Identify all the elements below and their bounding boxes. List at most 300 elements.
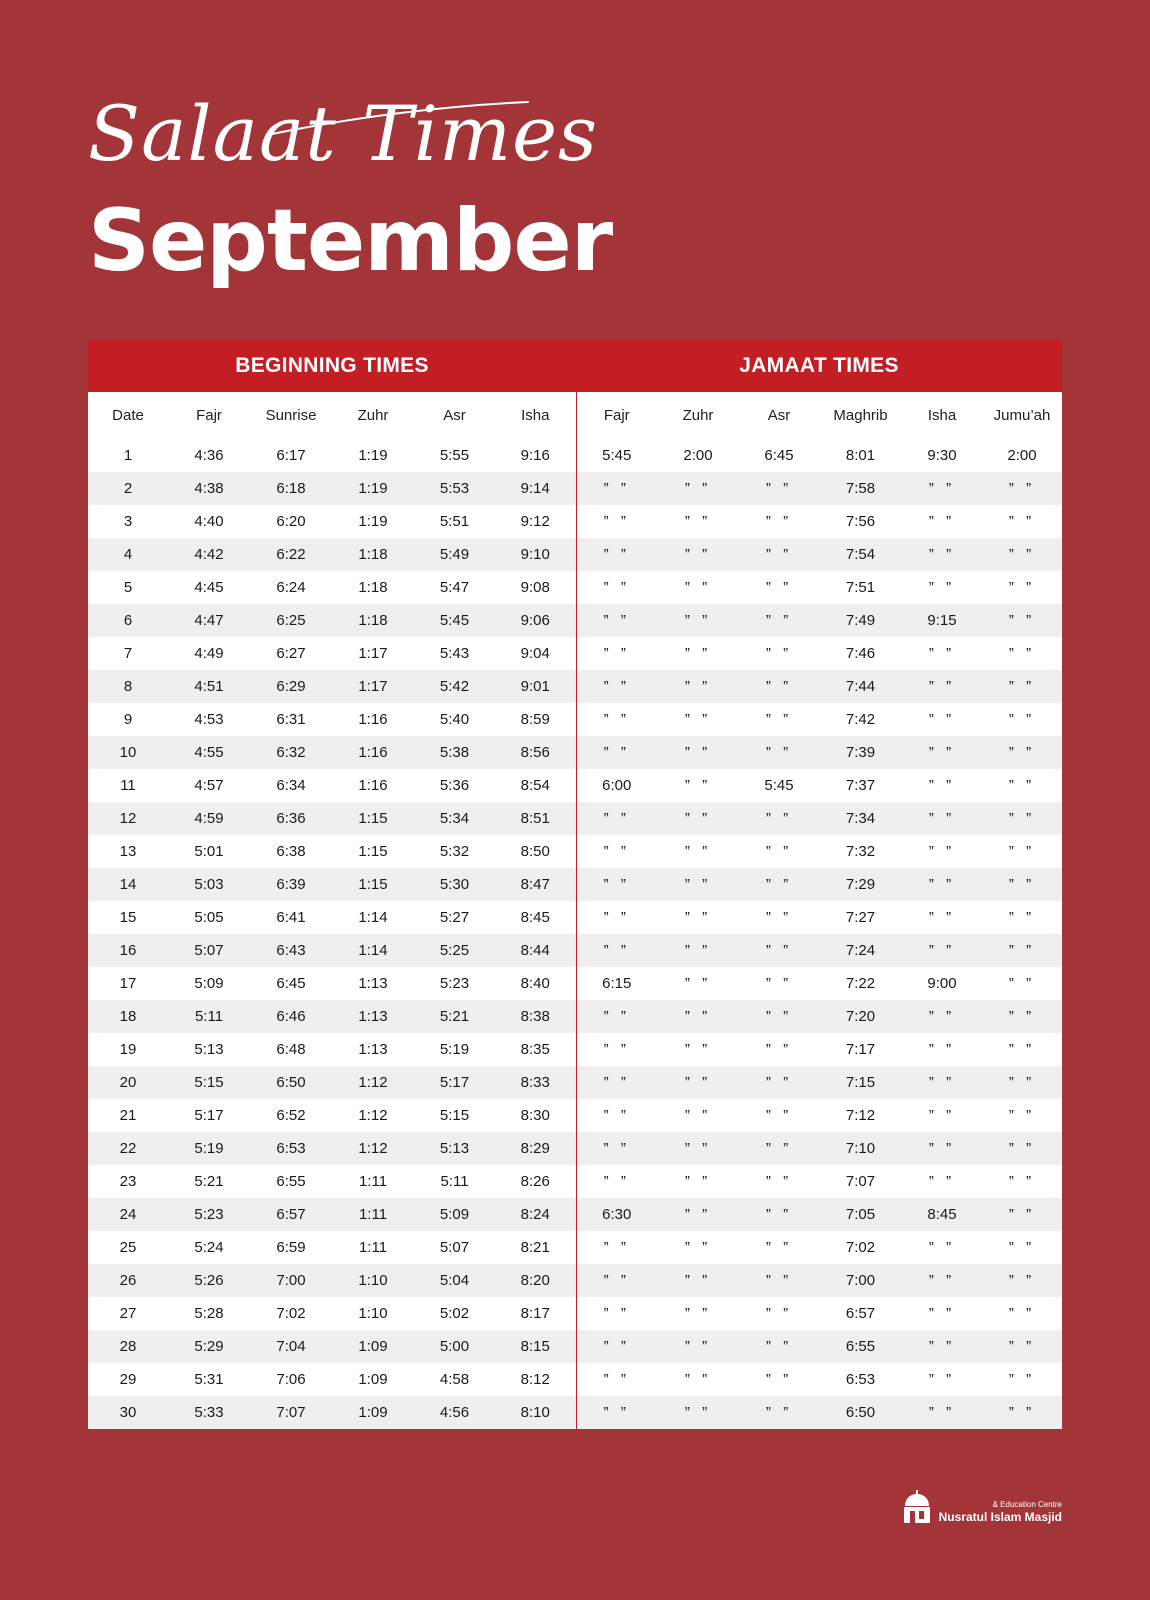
table-cell: ” ” [902, 934, 982, 967]
table-cell: ” ” [739, 835, 819, 868]
table-cell: 1:11 [332, 1198, 414, 1231]
table-cell: 1:11 [332, 1231, 414, 1264]
table-cell: ” ” [982, 769, 1062, 802]
table-cell: 8:12 [495, 1363, 576, 1396]
table-cell: 6:57 [819, 1297, 902, 1330]
table-cell: 9:08 [495, 571, 576, 604]
column-header: Zuhr [332, 392, 414, 439]
table-cell: ” ” [576, 472, 657, 505]
table-cell: ” ” [739, 571, 819, 604]
table-cell: 5:30 [414, 868, 495, 901]
table-row [88, 1066, 1062, 1099]
table-cell: 1:15 [332, 835, 414, 868]
table-cell: 6:53 [819, 1363, 902, 1396]
table-cell: 7:54 [819, 538, 902, 571]
table-cell: ” ” [739, 1132, 819, 1165]
table-cell: 6:50 [819, 1396, 902, 1429]
table-cell: 7:27 [819, 901, 902, 934]
table-cell: 7:58 [819, 472, 902, 505]
table-cell: 8:17 [495, 1297, 576, 1330]
table-cell: 1:18 [332, 571, 414, 604]
table-cell: ” ” [902, 472, 982, 505]
table-row [88, 1231, 1062, 1264]
table-cell: 1:19 [332, 505, 414, 538]
table-body [88, 439, 1062, 1429]
table-cell: ” ” [982, 703, 1062, 736]
table-cell: ” ” [739, 901, 819, 934]
column-header: Asr [739, 392, 819, 439]
table-cell: ” ” [657, 472, 739, 505]
table-cell: 1:18 [332, 538, 414, 571]
table-cell: ” ” [657, 802, 739, 835]
table-row [88, 637, 1062, 670]
table-row [88, 967, 1062, 1000]
table-cell: 4:36 [168, 439, 250, 472]
table-cell: 5:21 [168, 1165, 250, 1198]
table-cell: ” ” [902, 1264, 982, 1297]
table-cell: 5:29 [168, 1330, 250, 1363]
table-cell: 6:31 [250, 703, 332, 736]
table-cell: 7:06 [250, 1363, 332, 1396]
table-cell: ” ” [657, 637, 739, 670]
table-cell: ” ” [576, 604, 657, 637]
table-cell: ” ” [739, 1264, 819, 1297]
table-cell: 1:10 [332, 1297, 414, 1330]
table-cell: 8:44 [495, 934, 576, 967]
table-cell: ” ” [902, 1033, 982, 1066]
table-cell: 6:45 [250, 967, 332, 1000]
table-cell: 9:04 [495, 637, 576, 670]
table-cell: ” ” [739, 670, 819, 703]
table-cell: 6 [88, 604, 168, 637]
table-row [88, 1396, 1062, 1429]
table-cell: ” ” [902, 835, 982, 868]
table-cell: ” ” [576, 1000, 657, 1033]
table-cell: 5 [88, 571, 168, 604]
column-header: Isha [495, 392, 576, 439]
table-cell: 4:51 [168, 670, 250, 703]
table-cell: ” ” [657, 538, 739, 571]
table-row [88, 1363, 1062, 1396]
table-cell: 1:15 [332, 868, 414, 901]
table-cell: 1:17 [332, 637, 414, 670]
table-cell: 7:51 [819, 571, 902, 604]
table-cell: 8 [88, 670, 168, 703]
table-cell: 21 [88, 1099, 168, 1132]
table-cell: ” ” [657, 1099, 739, 1132]
column-header: Isha [902, 392, 982, 439]
table-cell: ” ” [576, 703, 657, 736]
table-cell: 4:58 [414, 1363, 495, 1396]
table-cell: 6:41 [250, 901, 332, 934]
table-cell: ” ” [902, 1330, 982, 1363]
table-cell: 7:12 [819, 1099, 902, 1132]
table-cell: 7:17 [819, 1033, 902, 1066]
table-row [88, 538, 1062, 571]
table-cell: 5:15 [414, 1099, 495, 1132]
table-cell: 5:32 [414, 835, 495, 868]
table-cell: 7:00 [250, 1264, 332, 1297]
table-row [88, 802, 1062, 835]
table-cell: 2:00 [982, 439, 1062, 472]
table-cell: 1:16 [332, 703, 414, 736]
table-cell: 1:13 [332, 1000, 414, 1033]
table-row [88, 1297, 1062, 1330]
table-cell: ” ” [739, 967, 819, 1000]
table-cell: 6:00 [576, 769, 657, 802]
table-cell: ” ” [739, 1297, 819, 1330]
table-cell: ” ” [982, 868, 1062, 901]
table-cell: 5:23 [414, 967, 495, 1000]
table-cell: ” ” [982, 1033, 1062, 1066]
table-cell: 6:38 [250, 835, 332, 868]
table-cell: ” ” [902, 505, 982, 538]
table-cell: ” ” [902, 1066, 982, 1099]
table-cell: 5:17 [414, 1066, 495, 1099]
table-cell: 8:59 [495, 703, 576, 736]
table-cell: ” ” [657, 901, 739, 934]
table-cell: 6:53 [250, 1132, 332, 1165]
table-cell: 5:01 [168, 835, 250, 868]
table-cell: 7:56 [819, 505, 902, 538]
table-cell: 8:51 [495, 802, 576, 835]
table-cell: ” ” [902, 736, 982, 769]
table-cell: 4 [88, 538, 168, 571]
table-cell: 5:17 [168, 1099, 250, 1132]
table-cell: 6:24 [250, 571, 332, 604]
table-cell: 8:45 [902, 1198, 982, 1231]
table-cell: 5:00 [414, 1330, 495, 1363]
table-cell: ” ” [982, 802, 1062, 835]
table-cell: 5:47 [414, 571, 495, 604]
table-cell: 2:00 [657, 439, 739, 472]
table-cell: 6:18 [250, 472, 332, 505]
table-cell: ” ” [982, 1396, 1062, 1429]
table-cell: ” ” [657, 703, 739, 736]
column-header: Sunrise [250, 392, 332, 439]
table-cell: 7:02 [250, 1297, 332, 1330]
table-cell: ” ” [982, 1099, 1062, 1132]
column-header: Jumu’ah [982, 392, 1062, 439]
table-cell: 5:11 [414, 1165, 495, 1198]
table-row [88, 703, 1062, 736]
table-cell: ” ” [902, 1132, 982, 1165]
table-cell: ” ” [657, 1132, 739, 1165]
table-cell: 27 [88, 1297, 168, 1330]
table-cell: 1:09 [332, 1330, 414, 1363]
table-cell: ” ” [902, 670, 982, 703]
table-cell: ” ” [576, 538, 657, 571]
table-cell: ” ” [739, 472, 819, 505]
table-cell: 3 [88, 505, 168, 538]
times-grid [88, 392, 1062, 1429]
table-cell: 5:04 [414, 1264, 495, 1297]
month-title: September [88, 191, 613, 291]
table-cell: 5:25 [414, 934, 495, 967]
table-cell: 6:25 [250, 604, 332, 637]
table-cell: 19 [88, 1033, 168, 1066]
table-cell: 7:02 [819, 1231, 902, 1264]
table-cell: 7:32 [819, 835, 902, 868]
beginning-times-header: BEGINNING TIMES [235, 353, 429, 377]
table-cell: 6:55 [250, 1165, 332, 1198]
table-cell: 4:57 [168, 769, 250, 802]
table-cell: ” ” [657, 1000, 739, 1033]
table-cell: 8:56 [495, 736, 576, 769]
table-cell: 5:23 [168, 1198, 250, 1231]
table-cell: 5:05 [168, 901, 250, 934]
table-cell: 25 [88, 1231, 168, 1264]
table-cell: 8:40 [495, 967, 576, 1000]
table-cell: ” ” [739, 1099, 819, 1132]
table-cell: ” ” [576, 1363, 657, 1396]
table-cell: ” ” [982, 1000, 1062, 1033]
table-cell: 6:39 [250, 868, 332, 901]
table-cell: ” ” [657, 1066, 739, 1099]
table-cell: ” ” [657, 670, 739, 703]
table-cell: 5:02 [414, 1297, 495, 1330]
table-cell: 1:17 [332, 670, 414, 703]
table-cell: 5:55 [414, 439, 495, 472]
table-cell: 8:20 [495, 1264, 576, 1297]
table-cell: 7:34 [819, 802, 902, 835]
column-header: Asr [414, 392, 495, 439]
table-cell: ” ” [739, 802, 819, 835]
table-cell: 5:13 [168, 1033, 250, 1066]
table-cell: 14 [88, 868, 168, 901]
table-cell: 23 [88, 1165, 168, 1198]
table-cell: 6:36 [250, 802, 332, 835]
table-cell: ” ” [739, 1066, 819, 1099]
table-cell: ” ” [657, 1198, 739, 1231]
table-cell: ” ” [739, 1198, 819, 1231]
table-cell: 8:29 [495, 1132, 576, 1165]
table-cell: ” ” [902, 769, 982, 802]
table-cell: ” ” [576, 1330, 657, 1363]
table-cell: 9:10 [495, 538, 576, 571]
table-cell: 6:45 [739, 439, 819, 472]
table-row [88, 604, 1062, 637]
table-cell: 5:24 [168, 1231, 250, 1264]
table-cell: 7:39 [819, 736, 902, 769]
table-cell: ” ” [982, 1066, 1062, 1099]
table-cell: 6:46 [250, 1000, 332, 1033]
table-cell: ” ” [657, 835, 739, 868]
table-cell: 9:16 [495, 439, 576, 472]
table-cell: 5:09 [168, 967, 250, 1000]
table-cell: 8:45 [495, 901, 576, 934]
table-cell: ” ” [902, 1363, 982, 1396]
table-cell: 4:42 [168, 538, 250, 571]
table-cell: 18 [88, 1000, 168, 1033]
table-cell: 7:07 [819, 1165, 902, 1198]
script-title: Salaat Times [88, 89, 599, 178]
table-cell: ” ” [982, 670, 1062, 703]
table-cell: ” ” [576, 1231, 657, 1264]
table-cell: ” ” [739, 1165, 819, 1198]
table-cell: 8:24 [495, 1198, 576, 1231]
table-cell: 8:10 [495, 1396, 576, 1429]
table-cell: 1:12 [332, 1099, 414, 1132]
table-cell: 5:49 [414, 538, 495, 571]
table-cell: 7:44 [819, 670, 902, 703]
table-cell: 1:15 [332, 802, 414, 835]
table-cell: 16 [88, 934, 168, 967]
table-cell: ” ” [982, 1363, 1062, 1396]
group-header-row [88, 339, 1062, 392]
table-cell: ” ” [657, 505, 739, 538]
table-cell: 6:30 [576, 1198, 657, 1231]
table-cell: ” ” [657, 1297, 739, 1330]
table-cell: 8:21 [495, 1231, 576, 1264]
table-cell: 4:55 [168, 736, 250, 769]
table-cell: 9 [88, 703, 168, 736]
table-cell: ” ” [576, 1132, 657, 1165]
table-cell: ” ” [982, 1231, 1062, 1264]
table-cell: 5:27 [414, 901, 495, 934]
table-cell: 5:34 [414, 802, 495, 835]
table-cell: 5:33 [168, 1396, 250, 1429]
table-row [88, 1033, 1062, 1066]
logo-name: Nusratul Islam Masjid [938, 1509, 1062, 1524]
table-cell: ” ” [739, 934, 819, 967]
table-row [88, 439, 1062, 472]
table-cell: 8:47 [495, 868, 576, 901]
table-cell: ” ” [576, 802, 657, 835]
table-cell: 6:32 [250, 736, 332, 769]
table-cell: 8:33 [495, 1066, 576, 1099]
table-cell: 1:10 [332, 1264, 414, 1297]
table-row [88, 1165, 1062, 1198]
table-cell: ” ” [739, 736, 819, 769]
table-cell: 28 [88, 1330, 168, 1363]
table-cell: 7:00 [819, 1264, 902, 1297]
mosque-dome-icon [901, 1488, 933, 1524]
table-cell: ” ” [576, 1297, 657, 1330]
table-cell: 5:31 [168, 1363, 250, 1396]
table-cell: ” ” [902, 1099, 982, 1132]
table-cell: ” ” [982, 472, 1062, 505]
table-row [88, 1330, 1062, 1363]
table-row [88, 901, 1062, 934]
table-cell: ” ” [657, 604, 739, 637]
table-cell: 6:43 [250, 934, 332, 967]
table-cell: 5:42 [414, 670, 495, 703]
table-row [88, 670, 1062, 703]
table-row [88, 736, 1062, 769]
table-cell: 1:11 [332, 1165, 414, 1198]
table-cell: ” ” [982, 967, 1062, 1000]
table-cell: 6:27 [250, 637, 332, 670]
table-cell: ” ” [576, 1396, 657, 1429]
table-cell: 4:59 [168, 802, 250, 835]
table-cell: ” ” [576, 1066, 657, 1099]
table-cell: 6:20 [250, 505, 332, 538]
table-cell: 8:38 [495, 1000, 576, 1033]
table-cell: 5:40 [414, 703, 495, 736]
table-cell: 7:29 [819, 868, 902, 901]
table-cell: 5:53 [414, 472, 495, 505]
table-cell: 4:47 [168, 604, 250, 637]
table-cell: ” ” [739, 1231, 819, 1264]
table-cell: 5:07 [168, 934, 250, 967]
table-cell: ” ” [576, 1033, 657, 1066]
table-cell: ” ” [657, 1231, 739, 1264]
table-cell: 5:26 [168, 1264, 250, 1297]
table-cell: 4:49 [168, 637, 250, 670]
table-row [88, 769, 1062, 802]
table-cell: ” ” [982, 934, 1062, 967]
table-cell: 4:45 [168, 571, 250, 604]
table-cell: 7:24 [819, 934, 902, 967]
table-cell: 9:01 [495, 670, 576, 703]
table-cell: 1:19 [332, 439, 414, 472]
table-cell: 6:15 [576, 967, 657, 1000]
table-cell: 7:20 [819, 1000, 902, 1033]
table-cell: 6:29 [250, 670, 332, 703]
table-cell: 5:38 [414, 736, 495, 769]
table-cell: ” ” [982, 736, 1062, 769]
table-cell: 7:42 [819, 703, 902, 736]
table-cell: ” ” [657, 934, 739, 967]
table-cell: 8:15 [495, 1330, 576, 1363]
column-header: Zuhr [657, 392, 739, 439]
table-cell: ” ” [982, 505, 1062, 538]
table-cell: 1:12 [332, 1132, 414, 1165]
column-header: Maghrib [819, 392, 902, 439]
table-cell: ” ” [657, 1033, 739, 1066]
table-cell: 17 [88, 967, 168, 1000]
table-cell: ” ” [739, 505, 819, 538]
table-cell: ” ” [982, 1165, 1062, 1198]
table-cell: 8:54 [495, 769, 576, 802]
table-row [88, 1099, 1062, 1132]
table-cell: 1:14 [332, 934, 414, 967]
table-row [88, 1132, 1062, 1165]
table-cell: ” ” [902, 637, 982, 670]
masjid-logo [901, 1488, 1062, 1524]
column-header: Fajr [576, 392, 657, 439]
table-cell: 5:51 [414, 505, 495, 538]
logo-tagline: & Education Centre [992, 1500, 1062, 1510]
table-cell: 6:22 [250, 538, 332, 571]
table-cell: 6:34 [250, 769, 332, 802]
table-cell: 4:38 [168, 472, 250, 505]
table-cell: ” ” [902, 571, 982, 604]
table-cell: 8:01 [819, 439, 902, 472]
table-cell: 1:18 [332, 604, 414, 637]
table-cell: 8:26 [495, 1165, 576, 1198]
table-cell: ” ” [739, 1396, 819, 1429]
table-cell: 6:59 [250, 1231, 332, 1264]
table-cell: ” ” [576, 736, 657, 769]
table-cell: 24 [88, 1198, 168, 1231]
table-row [88, 1000, 1062, 1033]
table-cell: 5:43 [414, 637, 495, 670]
table-cell: 7:15 [819, 1066, 902, 1099]
table-cell: 1:13 [332, 1033, 414, 1066]
table-cell: 22 [88, 1132, 168, 1165]
table-cell: 2 [88, 472, 168, 505]
table-row [88, 571, 1062, 604]
table-cell: 26 [88, 1264, 168, 1297]
table-cell: 5:15 [168, 1066, 250, 1099]
table-cell: ” ” [902, 868, 982, 901]
table-cell: 7:04 [250, 1330, 332, 1363]
table-cell: ” ” [576, 637, 657, 670]
table-cell: ” ” [982, 538, 1062, 571]
column-header: Fajr [168, 392, 250, 439]
